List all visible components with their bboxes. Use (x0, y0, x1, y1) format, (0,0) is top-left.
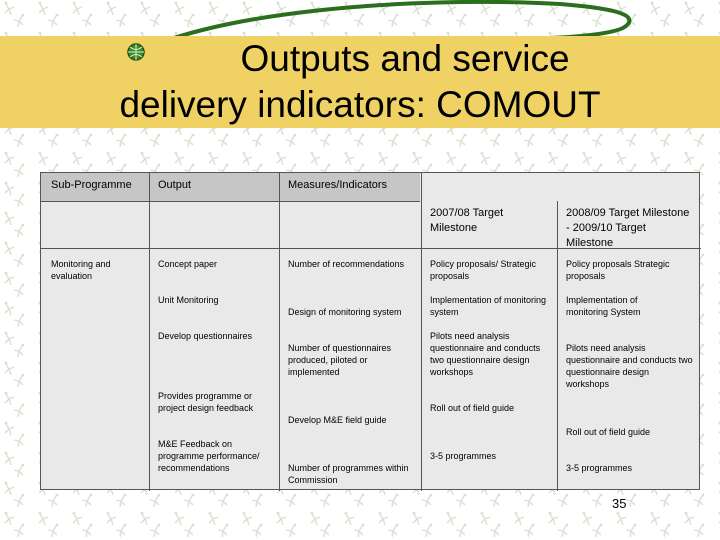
target-0809-item: Roll out of field guide (566, 427, 651, 437)
output-item: M&E Feedback on programme performance/ recommendations (158, 439, 260, 473)
sub-programme-cell: Monitoring and evaluation (51, 259, 111, 281)
measure-item: Develop M&E field guide (288, 415, 387, 425)
target-0708-item: Policy proposals/ Strategic proposals (430, 259, 537, 281)
row-divider-1 (41, 201, 420, 202)
output-item: Concept paper (158, 259, 218, 269)
title-line-2: delivery indicators: COMOUT (119, 84, 601, 125)
target-0809-item: Implementation of monitoring System (566, 295, 641, 317)
target-0708-item: Roll out of field guide (430, 403, 515, 413)
col-divider-4 (557, 201, 558, 491)
header-sub-programme: Sub-Programme (51, 179, 132, 191)
output-item: Develop questionnaires (158, 331, 253, 341)
col-divider-3 (421, 173, 422, 491)
col-divider-1 (149, 173, 150, 491)
target-0708-item: Implementation of monitoring system (430, 295, 547, 317)
output-item: Provides programme or project design feedback (158, 391, 254, 413)
output-item: Unit Monitoring (158, 295, 219, 305)
target-0708-item: 3-5 programmes (430, 451, 497, 461)
header-measures: Measures/Indicators (288, 179, 388, 191)
measure-item: Number of programmes within Commission (288, 463, 409, 485)
target-0708-item: Pilots need analysis questionnaire and conducts two questionnaire design workshops (430, 331, 541, 377)
target-0809-item: Policy proposals Strategic proposals (566, 259, 670, 281)
slide-title (0, 36, 720, 128)
page-number: 35 (612, 496, 627, 511)
title-line-1: Outputs and service (240, 38, 570, 79)
col-divider-2 (279, 173, 280, 491)
indicators-table (40, 172, 700, 490)
header-target-0708: 2007/08 Target Milestone (430, 207, 504, 234)
header-output: Output (158, 179, 192, 191)
measure-item: Design of monitoring system (288, 307, 402, 317)
target-0809-item: 3-5 programmes (566, 463, 633, 473)
target-0809-item: Pilots need analysis questionnaire and conducts two questionnaire design workshops (566, 343, 693, 389)
measure-item: Number of recommendations (288, 259, 405, 269)
header-target-0809: 2008/09 Target Milestone - 2009/10 Target Milestone (566, 207, 690, 249)
measure-item: Number of questionnaires produced, piloted or implemented (288, 343, 392, 377)
